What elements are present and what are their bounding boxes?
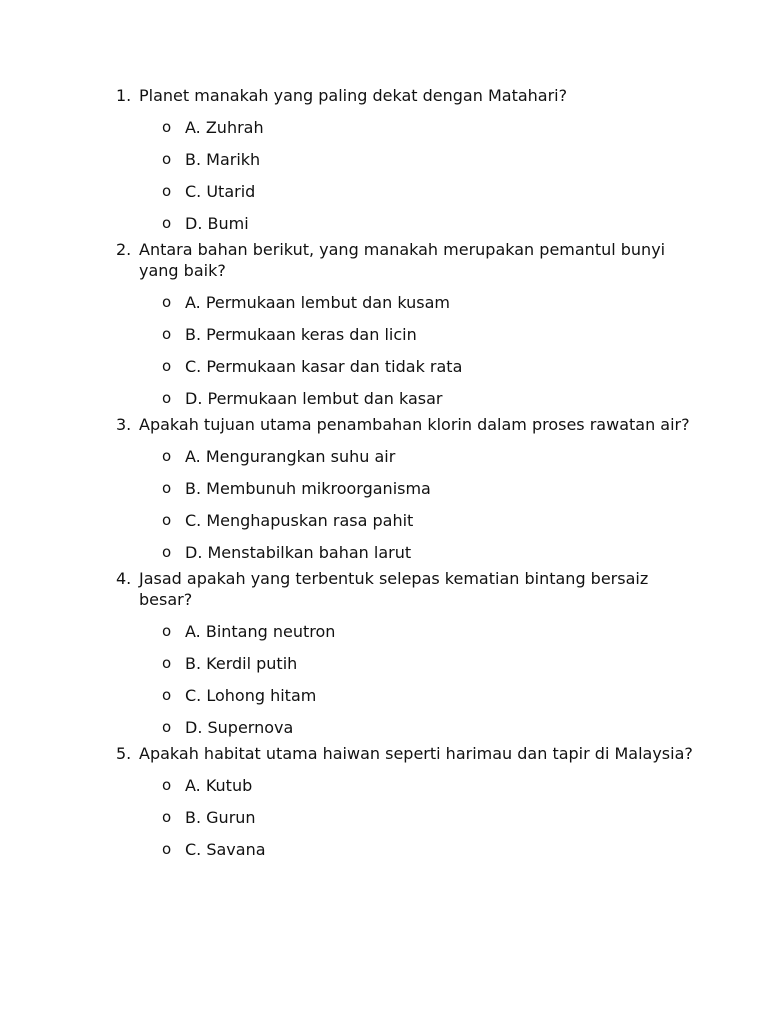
- option-c: [116, 350, 696, 382]
- bullet-marker: o: [162, 511, 172, 529]
- option-text: A. Bintang neutron: [185, 621, 336, 641]
- question-2-stem: [116, 239, 696, 281]
- bullet-marker: o: [162, 293, 172, 311]
- option-text: C. Menghapuskan rasa pahit: [185, 510, 414, 530]
- option-list: [116, 440, 696, 568]
- question-number: 4.: [116, 569, 132, 588]
- option-a: [116, 440, 696, 472]
- option-b: [116, 472, 696, 504]
- bullet-marker: o: [162, 447, 172, 465]
- option-c: [116, 833, 696, 865]
- option-d: [116, 382, 696, 414]
- option-text: D. Permukaan lembut dan kasar: [185, 388, 443, 408]
- option-d: [116, 711, 696, 743]
- bullet-marker: o: [162, 776, 172, 794]
- option-text: C. Savana: [185, 839, 266, 859]
- question-4-stem: [116, 568, 696, 610]
- option-list: [116, 615, 696, 743]
- question-1: [116, 85, 696, 239]
- option-b: [116, 318, 696, 350]
- option-list: [116, 286, 696, 414]
- option-text: D. Supernova: [185, 717, 294, 737]
- option-text: A. Kutub: [185, 775, 253, 795]
- question-number: 5.: [116, 744, 132, 763]
- bullet-marker: o: [162, 718, 172, 736]
- option-b: [116, 143, 696, 175]
- question-1-stem: [116, 85, 696, 106]
- bullet-marker: o: [162, 118, 172, 136]
- option-text: B. Kerdil putih: [185, 653, 298, 673]
- question-text: Apakah tujuan utama penambahan klorin dalam proses rawatan air?: [139, 415, 690, 434]
- option-list: [116, 111, 696, 239]
- option-c: [116, 175, 696, 207]
- question-number: 2.: [116, 240, 132, 259]
- bullet-marker: o: [162, 357, 172, 375]
- question-text: Antara bahan berikut, yang manakah merupakan pemantul bunyi yang baik?: [139, 240, 666, 280]
- question-number: 1.: [116, 86, 132, 105]
- option-text: B. Permukaan keras dan licin: [185, 324, 417, 344]
- question-list: [116, 85, 696, 865]
- option-a: [116, 286, 696, 318]
- option-b: [116, 647, 696, 679]
- question-3: [116, 414, 696, 568]
- question-4: [116, 568, 696, 743]
- option-a: [116, 111, 696, 143]
- bullet-marker: o: [162, 686, 172, 704]
- bullet-marker: o: [162, 325, 172, 343]
- option-text: B. Gurun: [185, 807, 256, 827]
- bullet-marker: o: [162, 622, 172, 640]
- bullet-marker: o: [162, 808, 172, 826]
- option-text: D. Bumi: [185, 213, 249, 233]
- option-d: [116, 536, 696, 568]
- bullet-marker: o: [162, 214, 172, 232]
- option-text: C. Permukaan kasar dan tidak rata: [185, 356, 463, 376]
- option-d: [116, 207, 696, 239]
- bullet-marker: o: [162, 479, 172, 497]
- option-text: C. Lohong hitam: [185, 685, 317, 705]
- question-2: [116, 239, 696, 414]
- option-c: [116, 504, 696, 536]
- bullet-marker: o: [162, 182, 172, 200]
- question-5-stem: [116, 743, 696, 764]
- option-text: B. Marikh: [185, 149, 261, 169]
- option-text: D. Menstabilkan bahan larut: [185, 542, 412, 562]
- question-5: [116, 743, 696, 865]
- option-text: A. Permukaan lembut dan kusam: [185, 292, 450, 312]
- bullet-marker: o: [162, 543, 172, 561]
- question-number: 3.: [116, 415, 132, 434]
- option-a: [116, 769, 696, 801]
- option-text: B. Membunuh mikroorganisma: [185, 478, 431, 498]
- option-text: C. Utarid: [185, 181, 256, 201]
- option-list: [116, 769, 696, 865]
- option-a: [116, 615, 696, 647]
- question-text: Planet manakah yang paling dekat dengan Matahari?: [139, 86, 568, 105]
- question-3-stem: [116, 414, 696, 435]
- option-c: [116, 679, 696, 711]
- option-text: A. Mengurangkan suhu air: [185, 446, 396, 466]
- option-text: A. Zuhrah: [185, 117, 264, 137]
- bullet-marker: o: [162, 389, 172, 407]
- question-text: Apakah habitat utama haiwan seperti harimau dan tapir di Malaysia?: [139, 744, 693, 763]
- bullet-marker: o: [162, 840, 172, 858]
- bullet-marker: o: [162, 654, 172, 672]
- option-b: [116, 801, 696, 833]
- question-text: Jasad apakah yang terbentuk selepas kematian bintang bersaiz besar?: [139, 569, 649, 609]
- bullet-marker: o: [162, 150, 172, 168]
